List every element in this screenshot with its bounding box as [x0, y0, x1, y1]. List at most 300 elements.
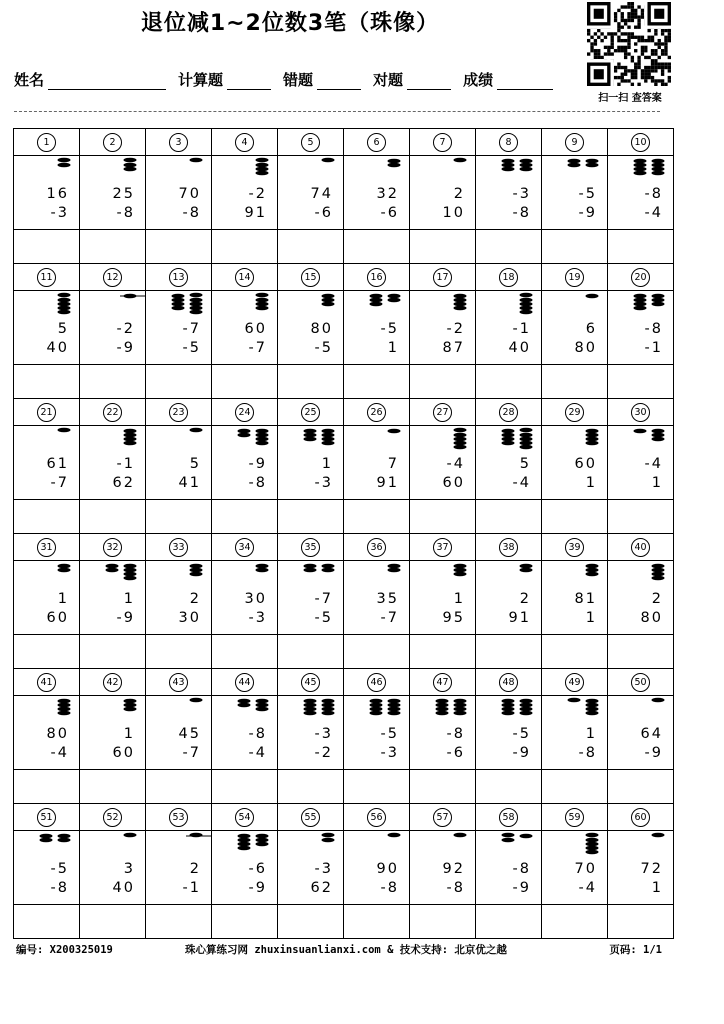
problem-number-cell: [80, 129, 146, 156]
problem-number-cell: [410, 264, 476, 291]
problem-number-cell: [146, 669, 212, 696]
problem-number: 34: [235, 538, 254, 557]
problem-number: 49: [565, 673, 584, 692]
problem-number: 56: [367, 808, 386, 827]
problem-number-cell: [410, 534, 476, 561]
answer-cell[interactable]: [278, 905, 344, 939]
problem-number-cell: [410, 399, 476, 426]
answer-cell[interactable]: [146, 500, 212, 534]
operand-2: -9: [644, 745, 663, 761]
problem-number: 16: [367, 268, 386, 287]
answer-cell[interactable]: [410, 365, 476, 399]
answer-cell[interactable]: [212, 905, 278, 939]
problem-number: 48: [499, 673, 518, 692]
problem-number-cell: [14, 804, 80, 831]
answer-cell[interactable]: [212, 230, 278, 264]
operand-2: -3: [50, 205, 69, 221]
abacus-beads: [212, 696, 277, 726]
operand-1: 2: [189, 861, 201, 877]
problem-number-cell: [80, 399, 146, 426]
operand-2: 40: [46, 340, 69, 356]
fill-in-line[interactable]: [48, 71, 166, 90]
problem-number: 10: [631, 133, 650, 152]
problem-number: 42: [103, 673, 122, 692]
operand-1: -2: [446, 321, 465, 337]
operand-1: 81: [574, 591, 597, 607]
problem-cell: [344, 561, 410, 635]
abacus-beads: [410, 426, 475, 456]
problem-cell: [344, 696, 410, 770]
problem-number-cell: [476, 399, 542, 426]
answer-cell[interactable]: [542, 365, 608, 399]
problem-cell: [476, 156, 542, 230]
operand-2: -4: [50, 745, 69, 761]
answer-cell[interactable]: [542, 770, 608, 804]
problem-number: 43: [169, 673, 188, 692]
problem-number: 5: [301, 133, 320, 152]
abacus-beads: [14, 291, 79, 321]
operand-1: 5: [189, 456, 201, 472]
operand-2: 62: [310, 880, 333, 896]
problem-number-cell: [542, 669, 608, 696]
problem-cell: [14, 831, 80, 905]
problem-cell: [542, 561, 608, 635]
abacus-beads: [146, 426, 211, 456]
answer-cell[interactable]: [542, 500, 608, 534]
operand-2: 87: [442, 340, 465, 356]
answer-cell[interactable]: [212, 635, 278, 669]
operand-1: -5: [380, 321, 399, 337]
operand-1: -5: [380, 726, 399, 742]
answer-cell[interactable]: [476, 230, 542, 264]
operand-1: -9: [248, 456, 267, 472]
problem-cell: [212, 831, 278, 905]
problem-number: 39: [565, 538, 584, 557]
abacus-beads: [212, 291, 277, 321]
answer-cell[interactable]: [212, 365, 278, 399]
operand-2: -6: [314, 205, 333, 221]
problem-cell: [344, 831, 410, 905]
problem-number: 15: [301, 268, 320, 287]
answer-cell[interactable]: [476, 905, 542, 939]
answer-cell[interactable]: [476, 770, 542, 804]
answer-cell[interactable]: [344, 365, 410, 399]
problem-cell: [410, 831, 476, 905]
problem-cell: [410, 291, 476, 365]
operand-2: -4: [248, 745, 267, 761]
operand-2: 80: [574, 340, 597, 356]
problem-number-cell: [80, 534, 146, 561]
operand-1: 70: [574, 861, 597, 877]
abacus-beads: [278, 426, 343, 456]
abacus-beads: [410, 561, 475, 591]
problem-number-cell: [608, 129, 674, 156]
operand-1: -3: [314, 861, 333, 877]
operand-1: -6: [248, 861, 267, 877]
answer-cell[interactable]: [278, 500, 344, 534]
operand-2: -3: [248, 610, 267, 626]
answer-cell[interactable]: [14, 230, 80, 264]
abacus-beads: [146, 831, 211, 861]
answer-cell[interactable]: [410, 230, 476, 264]
abacus-beads: [344, 426, 409, 456]
answer-cell[interactable]: [80, 905, 146, 939]
answer-cell[interactable]: [608, 905, 674, 939]
problem-number: 30: [631, 403, 650, 422]
abacus-beads: [80, 426, 145, 456]
problem-cell: [344, 426, 410, 500]
operand-1: 7: [387, 456, 399, 472]
problem-number: 11: [37, 268, 56, 287]
operand-2: -9: [512, 880, 531, 896]
abacus-beads: [542, 156, 607, 186]
problem-number-cell: [212, 399, 278, 426]
operand-1: 1: [321, 456, 333, 472]
operand-2: -4: [578, 880, 597, 896]
operand-2: 62: [112, 475, 135, 491]
abacus-beads: [542, 426, 607, 456]
problem-cell: [14, 561, 80, 635]
problem-number: 25: [301, 403, 320, 422]
problem-number: 33: [169, 538, 188, 557]
answer-cell[interactable]: [410, 770, 476, 804]
operand-1: -5: [50, 861, 69, 877]
problem-cell: [278, 831, 344, 905]
answer-cell[interactable]: [476, 635, 542, 669]
abacus-beads: [278, 561, 343, 591]
problem-number-cell: [542, 264, 608, 291]
problem-cell: [608, 696, 674, 770]
fill-in-line[interactable]: [227, 71, 271, 90]
operand-1: 70: [178, 186, 201, 202]
abacus-beads: [212, 831, 277, 861]
answer-cell[interactable]: [542, 230, 608, 264]
answer-cell[interactable]: [410, 905, 476, 939]
problem-number-cell: [542, 129, 608, 156]
abacus-beads: [146, 696, 211, 726]
student-info-row: [14, 66, 584, 90]
abacus-beads: [14, 696, 79, 726]
abacus-beads: [14, 561, 79, 591]
problem-number: 27: [433, 403, 452, 422]
operand-1: -7: [182, 321, 201, 337]
footer-site: 珠心算练习网 zhuxinsuanlianxi.com & 技术支持: 北京优之越: [185, 944, 507, 956]
problem-cell: [278, 426, 344, 500]
problem-number-cell: [476, 264, 542, 291]
operand-1: -5: [512, 726, 531, 742]
problem-number: 26: [367, 403, 386, 422]
footer-page: 页码: 1/1: [609, 944, 662, 956]
problem-cell: [278, 291, 344, 365]
answer-cell[interactable]: [14, 770, 80, 804]
problem-cell: [410, 156, 476, 230]
abacus-beads: [410, 291, 475, 321]
problem-cell: [80, 696, 146, 770]
problem-number: 13: [169, 268, 188, 287]
problem-number-cell: [608, 399, 674, 426]
operand-1: -2: [248, 186, 267, 202]
answer-cell[interactable]: [212, 500, 278, 534]
problem-number: 51: [37, 808, 56, 827]
answer-cell[interactable]: [80, 365, 146, 399]
problem-number: 41: [37, 673, 56, 692]
problem-number-cell: [344, 804, 410, 831]
operand-1: 30: [244, 591, 267, 607]
answer-cell[interactable]: [344, 635, 410, 669]
answer-cell[interactable]: [344, 770, 410, 804]
operand-1: 74: [310, 186, 333, 202]
problem-number-cell: [476, 669, 542, 696]
operand-1: 1: [123, 726, 135, 742]
problem-number: 35: [301, 538, 320, 557]
abacus-beads: [14, 156, 79, 186]
problem-number: 29: [565, 403, 584, 422]
problem-number-cell: [344, 534, 410, 561]
problem-number-cell: [542, 399, 608, 426]
abacus-beads: [344, 561, 409, 591]
problem-cell: [80, 291, 146, 365]
answer-cell[interactable]: [608, 230, 674, 264]
answer-cell[interactable]: [608, 770, 674, 804]
problem-number: 58: [499, 808, 518, 827]
operand-2: 1: [651, 475, 663, 491]
problem-number: 21: [37, 403, 56, 422]
operand-2: -8: [446, 880, 465, 896]
problem-number: 55: [301, 808, 320, 827]
answer-cell[interactable]: [146, 230, 212, 264]
problem-number-cell: [278, 129, 344, 156]
dashed-divider: [14, 111, 660, 112]
answer-cell[interactable]: [146, 770, 212, 804]
problem-cell: [410, 426, 476, 500]
problem-number: 57: [433, 808, 452, 827]
problem-cell: [212, 291, 278, 365]
problem-number: 7: [433, 133, 452, 152]
answer-cell[interactable]: [608, 500, 674, 534]
answer-cell[interactable]: [476, 365, 542, 399]
operand-1: 64: [640, 726, 663, 742]
abacus-beads: [278, 156, 343, 186]
problem-number: 32: [103, 538, 122, 557]
operand-1: 6: [585, 321, 597, 337]
abacus-beads: [344, 291, 409, 321]
abacus-beads: [80, 156, 145, 186]
operand-2: -9: [512, 745, 531, 761]
problem-cell: [80, 156, 146, 230]
operand-2: -5: [314, 610, 333, 626]
problem-number: 40: [631, 538, 650, 557]
operand-1: 72: [640, 861, 663, 877]
abacus-beads: [476, 156, 541, 186]
problem-number-cell: [14, 264, 80, 291]
operand-2: 91: [508, 610, 531, 626]
answer-cell[interactable]: [608, 635, 674, 669]
answer-cell[interactable]: [608, 365, 674, 399]
operand-2: 1: [651, 880, 663, 896]
answer-cell[interactable]: [80, 230, 146, 264]
operand-2: 91: [376, 475, 399, 491]
answer-cell[interactable]: [278, 365, 344, 399]
operand-2: 30: [178, 610, 201, 626]
abacus-beads: [410, 156, 475, 186]
answer-cell[interactable]: [542, 635, 608, 669]
problem-number-cell: [278, 669, 344, 696]
answer-cell[interactable]: [14, 365, 80, 399]
problem-number: 37: [433, 538, 452, 557]
problem-number: 9: [565, 133, 584, 152]
abacus-beads: [410, 696, 475, 726]
operand-2: -7: [248, 340, 267, 356]
operand-1: -8: [248, 726, 267, 742]
problem-number-cell: [212, 534, 278, 561]
problem-number: 20: [631, 268, 650, 287]
abacus-beads: [80, 561, 145, 591]
page-title: 退位减1~2位数3笔（珠像）: [140, 11, 440, 36]
abacus-beads: [542, 291, 607, 321]
answer-cell[interactable]: [14, 635, 80, 669]
problem-number-cell: [608, 264, 674, 291]
problem-number-cell: [14, 129, 80, 156]
operand-1: -3: [314, 726, 333, 742]
problem-number-cell: [410, 804, 476, 831]
operand-1: 25: [112, 186, 135, 202]
problem-number: 36: [367, 538, 386, 557]
problem-cell: [608, 156, 674, 230]
problem-cell: [542, 831, 608, 905]
answer-cell[interactable]: [278, 770, 344, 804]
abacus-beads: [608, 156, 673, 186]
operand-2: -7: [380, 610, 399, 626]
qr-code: [585, 2, 673, 86]
answer-cell[interactable]: [476, 500, 542, 534]
problem-cell: [80, 831, 146, 905]
problem-cell: [410, 696, 476, 770]
field-label: 成绩: [463, 71, 494, 89]
operand-2: 91: [244, 205, 267, 221]
problem-number: 54: [235, 808, 254, 827]
operand-1: 2: [189, 591, 201, 607]
problem-number-cell: [14, 669, 80, 696]
operand-2: -9: [248, 880, 267, 896]
problem-number: 1: [37, 133, 56, 152]
answer-cell[interactable]: [14, 500, 80, 534]
problem-cell: [608, 291, 674, 365]
problem-cell: [476, 561, 542, 635]
fill-in-line[interactable]: [407, 71, 451, 90]
abacus-beads: [344, 831, 409, 861]
problem-number-cell: [212, 264, 278, 291]
operand-1: 1: [57, 591, 69, 607]
abacus-beads: [608, 561, 673, 591]
problem-number-cell: [146, 534, 212, 561]
operand-1: -8: [512, 861, 531, 877]
fill-in-line[interactable]: [317, 71, 361, 90]
answer-cell[interactable]: [278, 230, 344, 264]
abacus-beads: [14, 426, 79, 456]
answer-cell[interactable]: [14, 905, 80, 939]
operand-2: -8: [182, 205, 201, 221]
operand-1: 16: [46, 186, 69, 202]
problem-cell: [278, 561, 344, 635]
operand-2: -8: [512, 205, 531, 221]
operand-2: 10: [442, 205, 465, 221]
abacus-beads: [476, 696, 541, 726]
answer-cell[interactable]: [80, 770, 146, 804]
operand-2: -5: [314, 340, 333, 356]
problem-number-cell: [212, 669, 278, 696]
operand-1: -8: [644, 186, 663, 202]
problem-cell: [608, 426, 674, 500]
problem-number-cell: [146, 804, 212, 831]
abacus-beads: [278, 831, 343, 861]
problem-cell: [80, 561, 146, 635]
answer-cell[interactable]: [146, 365, 212, 399]
abacus-beads: [80, 831, 145, 861]
problem-number-cell: [80, 669, 146, 696]
problem-cell: [14, 156, 80, 230]
answer-cell[interactable]: [344, 500, 410, 534]
problem-number-cell: [344, 129, 410, 156]
abacus-beads: [344, 696, 409, 726]
answer-cell[interactable]: [410, 500, 476, 534]
abacus-beads: [146, 156, 211, 186]
answer-cell[interactable]: [80, 500, 146, 534]
answer-cell[interactable]: [80, 635, 146, 669]
problem-number: 60: [631, 808, 650, 827]
answer-cell[interactable]: [410, 635, 476, 669]
problem-number: 3: [169, 133, 188, 152]
operand-1: 35: [376, 591, 399, 607]
answer-cell[interactable]: [344, 230, 410, 264]
field-label: 姓名: [14, 71, 45, 89]
answer-cell[interactable]: [146, 905, 212, 939]
answer-cell[interactable]: [278, 635, 344, 669]
problem-cell: [14, 426, 80, 500]
answer-cell[interactable]: [212, 770, 278, 804]
abacus-beads: [608, 291, 673, 321]
operand-2: 80: [640, 610, 663, 626]
abacus-beads: [608, 426, 673, 456]
problem-number-cell: [410, 669, 476, 696]
operand-2: -8: [116, 205, 135, 221]
abacus-beads: [542, 831, 607, 861]
operand-1: 90: [376, 861, 399, 877]
operand-1: -1: [116, 456, 135, 472]
operand-1: 2: [519, 591, 531, 607]
problem-number-cell: [14, 399, 80, 426]
problem-cell: [476, 831, 542, 905]
operand-1: 80: [310, 321, 333, 337]
operand-2: 1: [585, 475, 597, 491]
field-label: 错题: [283, 71, 314, 89]
answer-cell[interactable]: [542, 905, 608, 939]
problem-cell: [542, 426, 608, 500]
operand-1: 61: [46, 456, 69, 472]
abacus-beads: [476, 831, 541, 861]
problem-number-cell: [410, 129, 476, 156]
fill-in-line[interactable]: [497, 71, 553, 90]
problem-cell: [146, 561, 212, 635]
answer-cell[interactable]: [146, 635, 212, 669]
abacus-beads: [410, 831, 475, 861]
answer-cell[interactable]: [344, 905, 410, 939]
problem-cell: [212, 561, 278, 635]
operand-2: -7: [50, 475, 69, 491]
problem-cell: [542, 291, 608, 365]
abacus-beads: [476, 291, 541, 321]
qr-caption: 扫一扫 查答案: [598, 93, 662, 104]
operand-2: -2: [314, 745, 333, 761]
